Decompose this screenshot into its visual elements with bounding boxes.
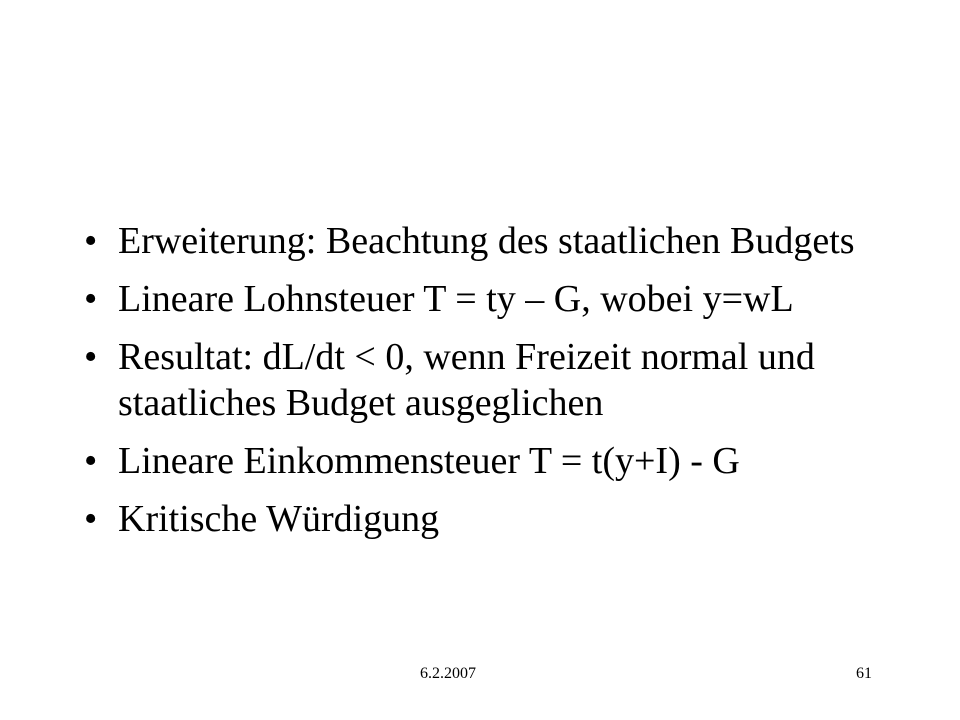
bullet-icon: • bbox=[84, 220, 98, 262]
bullet-item bbox=[84, 438, 884, 484]
bullet-icon: • bbox=[84, 440, 98, 482]
bullet-icon: • bbox=[84, 278, 98, 320]
bullet-item bbox=[84, 218, 884, 264]
bullet-item bbox=[84, 334, 884, 426]
bullet-text: Kritische Würdigung bbox=[118, 498, 440, 540]
footer-page-number: 61 bbox=[856, 665, 872, 682]
bullet-text: Lineare Einkommensteuer T = t(y+I) - G bbox=[118, 440, 740, 482]
bullet-icon: • bbox=[84, 336, 98, 378]
bullet-list bbox=[84, 218, 884, 554]
bullet-item bbox=[84, 276, 884, 322]
bullet-text: Erweiterung: Beachtung des staatlichen Budgets bbox=[118, 220, 855, 262]
bullet-icon: • bbox=[84, 498, 98, 540]
bullet-text: Resultat: dL/dt < 0, wenn Freizeit normal und staatliches Budget ausgeglichen bbox=[118, 336, 815, 424]
bullet-text: Lineare Lohnsteuer T = ty – G, wobei y=wL bbox=[118, 278, 794, 320]
footer-date: 6.2.2007 bbox=[420, 665, 476, 682]
bullet-item bbox=[84, 496, 884, 542]
